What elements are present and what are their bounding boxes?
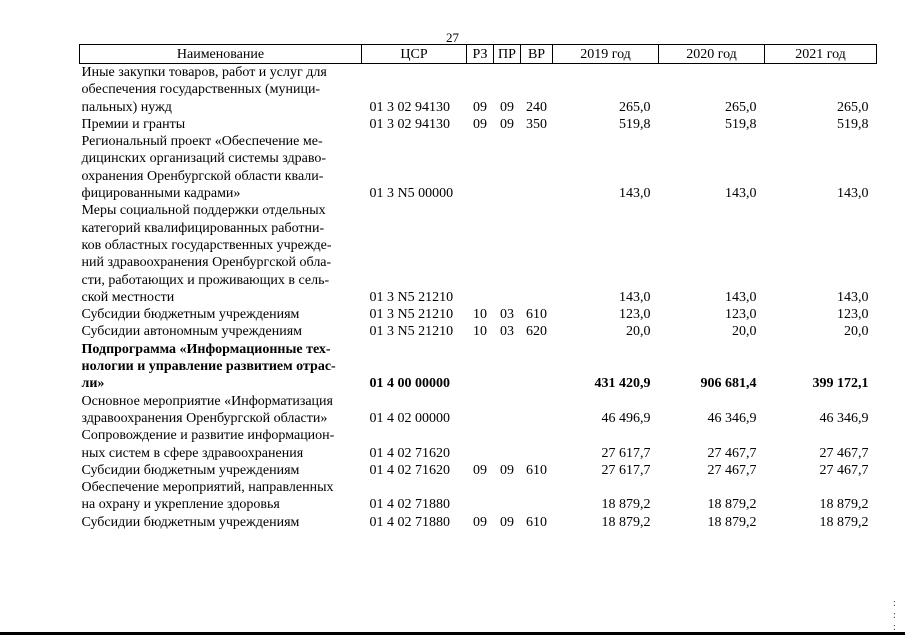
row-value-2019: 27 617,7 — [601, 462, 651, 478]
row-csr: 01 3 N5 21210 — [369, 307, 454, 323]
row-rz — [467, 479, 494, 514]
row-name-line: Субсидии автономным учреждениям — [81, 324, 303, 340]
row-value-2020: 906 681,4 — [700, 376, 757, 392]
row-value-2019: 18 879,2 — [601, 497, 651, 513]
row-name-line: Иные закупки товаров, работ и услуг для — [81, 65, 327, 80]
row-value-2020: 143,0 — [725, 186, 757, 202]
row-value-2020: 123,0 — [725, 307, 757, 323]
table-row — [80, 393, 877, 428]
row-rz — [467, 393, 494, 428]
row-name-line: нологии и управление развитием отрас- — [81, 359, 336, 375]
row-name — [80, 514, 362, 531]
row-name — [80, 202, 362, 306]
table-row — [80, 306, 877, 323]
row-pr — [494, 202, 521, 306]
table-row — [80, 133, 877, 202]
row-rz — [467, 202, 494, 306]
row-name — [80, 479, 362, 514]
row-name — [80, 427, 362, 462]
row-vr — [521, 393, 553, 428]
row-name-line: Субсидии бюджетным учреждениям — [81, 462, 300, 478]
row-value-2019: 20,0 — [626, 324, 651, 340]
row-name-line: сти, работающих и проживающих в сель- — [81, 272, 330, 288]
row-pr: 09 — [500, 514, 514, 530]
table-row — [80, 116, 877, 133]
row-rz: 09 — [473, 116, 487, 132]
row-name — [80, 133, 362, 202]
row-name — [80, 306, 362, 323]
row-rz — [467, 133, 494, 202]
header-vr: ВР — [521, 45, 553, 64]
header-2019: 2019 год — [553, 45, 659, 64]
table-row — [80, 64, 877, 116]
row-csr: 01 4 02 71620 — [369, 462, 450, 478]
row-vr — [521, 202, 553, 306]
row-pr — [494, 341, 521, 393]
row-value-2021: 27 467,7 — [819, 445, 869, 461]
row-value-2021: 123,0 — [837, 307, 869, 323]
page-number: 27 — [446, 30, 459, 45]
row-rz: 09 — [473, 462, 487, 478]
row-name-line: охранения Оренбургской области квали- — [81, 168, 324, 184]
row-name-line: Субсидии бюджетным учреждениям — [81, 307, 300, 323]
row-name-line: Основное мероприятие «Информатизация — [81, 393, 333, 409]
header-2020: 2020 год — [659, 45, 765, 64]
row-csr: 01 3 02 94130 — [369, 116, 450, 132]
row-name — [80, 462, 362, 479]
row-value-2020: 20,0 — [732, 324, 757, 340]
row-name-line: здравоохранения Оренбургской области» — [81, 410, 328, 426]
row-value-2019: 143,0 — [619, 289, 651, 305]
row-rz — [467, 341, 494, 393]
row-pr: 09 — [500, 462, 514, 478]
table-row — [80, 202, 877, 306]
row-value-2020: 46 346,9 — [707, 410, 757, 426]
row-value-2020: 143,0 — [725, 289, 757, 305]
row-rz — [467, 427, 494, 462]
row-value-2019: 431 420,9 — [594, 376, 651, 392]
row-pr: 03 — [500, 307, 514, 323]
row-name-line: обеспечения государственных (муници- — [81, 82, 321, 98]
row-vr: 350 — [526, 116, 547, 132]
row-value-2019: 143,0 — [619, 186, 651, 202]
row-rz: 09 — [473, 514, 487, 530]
bottom-rule — [0, 632, 905, 635]
row-csr: 01 4 00 00000 — [369, 376, 450, 392]
row-name-line: Сопровождение и развитие информацион- — [81, 428, 335, 444]
table-row — [80, 323, 877, 340]
row-name-line: ний здравоохранения Оренбургской обла- — [81, 255, 332, 271]
table-row — [80, 341, 877, 393]
row-value-2019: 46 496,9 — [601, 410, 651, 426]
budget-table — [79, 44, 877, 531]
row-name-line: дицинских организаций системы здраво- — [81, 151, 327, 167]
row-csr: 01 3 02 94130 — [369, 99, 450, 115]
row-value-2021: 20,0 — [844, 324, 869, 340]
row-csr: 01 4 02 71880 — [369, 514, 450, 530]
row-pr — [494, 479, 521, 514]
row-name — [80, 341, 362, 393]
row-value-2020: 27 467,7 — [707, 462, 757, 478]
row-value-2019: 265,0 — [619, 99, 651, 115]
row-value-2019: 27 617,7 — [601, 445, 651, 461]
row-name-line: Подпрограмма «Информационные тех- — [81, 341, 331, 357]
row-value-2020: 27 467,7 — [707, 445, 757, 461]
row-pr — [494, 133, 521, 202]
row-pr: 03 — [500, 324, 514, 340]
row-value-2020: 519,8 — [725, 116, 757, 132]
row-csr: 01 4 02 00000 — [369, 410, 450, 426]
row-rz: 09 — [473, 99, 487, 115]
row-value-2021: 399 172,1 — [812, 376, 869, 392]
row-value-2021: 265,0 — [837, 99, 869, 115]
row-vr: 620 — [526, 324, 547, 340]
row-value-2021: 18 879,2 — [819, 497, 869, 513]
row-value-2019: 123,0 — [619, 307, 651, 323]
row-name — [80, 64, 362, 116]
row-name — [80, 116, 362, 133]
header-rz: РЗ — [467, 45, 494, 64]
row-csr: 01 4 02 71620 — [369, 445, 450, 461]
row-value-2021: 18 879,2 — [819, 514, 869, 530]
row-value-2021: 46 346,9 — [819, 410, 869, 426]
scan-edge-marks: : : : — [893, 598, 896, 633]
row-csr: 01 3 N5 21210 — [369, 324, 454, 340]
row-vr — [521, 341, 553, 393]
row-vr: 240 — [526, 99, 547, 115]
table-body — [80, 64, 877, 532]
row-value-2021: 143,0 — [837, 289, 869, 305]
row-name-line: пальных) нужд — [81, 99, 172, 115]
row-name-line: категорий квалифицированных работни- — [81, 220, 325, 236]
row-name-line: на охрану и укрепление здоровья — [81, 497, 280, 513]
row-csr: 01 3 N5 21210 — [369, 289, 454, 305]
table-row — [80, 462, 877, 479]
header-pr: ПР — [494, 45, 521, 64]
row-name-line: ской местности — [81, 289, 175, 305]
table-row — [80, 479, 877, 514]
row-pr: 09 — [500, 116, 514, 132]
row-value-2019: 519,8 — [619, 116, 651, 132]
header-name: Наименование — [80, 45, 362, 64]
row-value-2019: 18 879,2 — [601, 514, 651, 530]
row-value-2021: 27 467,7 — [819, 462, 869, 478]
table-row — [80, 514, 877, 531]
row-vr: 610 — [526, 462, 547, 478]
row-name — [80, 323, 362, 340]
row-name-line: Субсидии бюджетным учреждениям — [81, 514, 300, 530]
row-name-line: ков областных государственных учрежде- — [81, 237, 332, 253]
row-pr: 09 — [500, 99, 514, 115]
header-csr: ЦСР — [362, 45, 467, 64]
table-row — [80, 427, 877, 462]
row-vr — [521, 133, 553, 202]
row-value-2021: 143,0 — [837, 186, 869, 202]
row-name-line: фицированными кадрами» — [81, 186, 241, 202]
row-value-2021: 519,8 — [837, 116, 869, 132]
row-pr — [494, 393, 521, 428]
row-csr: 01 4 02 71880 — [369, 497, 450, 513]
row-name-line: Региональный проект «Обеспечение ме- — [81, 134, 323, 150]
row-pr — [494, 427, 521, 462]
row-vr: 610 — [526, 307, 547, 323]
row-name-line: ных систем в сфере здравоохранения — [81, 445, 304, 461]
row-rz: 10 — [473, 307, 487, 323]
row-name — [80, 393, 362, 428]
table-header — [80, 45, 877, 64]
row-name-line: ли» — [81, 376, 105, 392]
row-value-2020: 18 879,2 — [707, 514, 757, 530]
row-vr — [521, 427, 553, 462]
row-value-2020: 265,0 — [725, 99, 757, 115]
row-name-line: Премии и гранты — [81, 116, 186, 132]
row-csr: 01 3 N5 00000 — [369, 186, 454, 202]
row-name-line: Меры социальной поддержки отдельных — [81, 203, 326, 219]
row-vr — [521, 479, 553, 514]
row-vr: 610 — [526, 514, 547, 530]
row-value-2020: 18 879,2 — [707, 497, 757, 513]
row-rz: 10 — [473, 324, 487, 340]
row-name-line: Обеспечение мероприятий, направленных — [81, 480, 334, 496]
header-2021: 2021 год — [765, 45, 877, 64]
